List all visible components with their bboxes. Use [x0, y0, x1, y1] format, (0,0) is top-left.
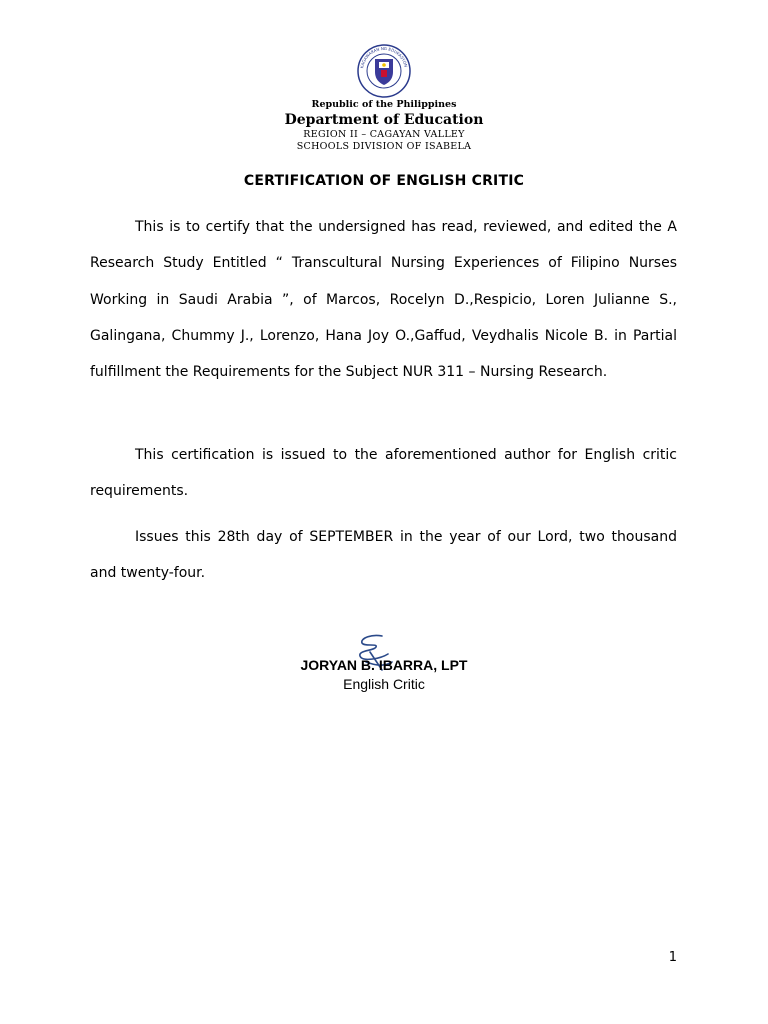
body-paragraph-3 [90, 519, 677, 602]
department-heading: Department of Education [284, 112, 484, 128]
paragraph-text: This is to certify that the undersigned has read, reviewed, and edited the A Research Study Entitled “ Transcultural Nursing Experiences of Filipino Nurses Working in Saudi Arabia ”, of Marcos, Rocelyn D.,Respicio, Loren Julianne S., Galingana, Chummy J., Lorenzo, Hana Joy O.,Gaffud, Veydhalis Nicole B. in Partial fulfillment the Requirements for the Subject NUR 311 – Nursing Research. [90, 219, 677, 381]
body-paragraph-2 [90, 437, 677, 520]
deped-seal-icon [357, 44, 411, 98]
region-line: REGION II – CAGAYAN VALLEY [303, 129, 465, 140]
body-paragraph-1 [90, 209, 677, 400]
division-line: SCHOOLS DIVISION OF ISABELA [296, 141, 472, 152]
page-number: 1 [668, 950, 677, 965]
signatory-name: JORYAN B. IBARRA, LPT [300, 657, 468, 673]
letterhead [0, 44, 768, 153]
seal-ring-text: KAGAWARAN NG EDUKASYON [359, 45, 409, 69]
document-title: CERTIFICATION OF ENGLISH CRITIC [243, 173, 525, 189]
paragraph-text: This certification is issued to the aforementioned author for English critic requirements. [90, 447, 677, 500]
republic-heading: Republic of the Philippines [311, 99, 457, 110]
signatory-role: English Critic [343, 676, 425, 692]
paragraph-text: Issues this 28th day of SEPTEMBER in the year of our Lord, two thousand and twenty-four. [90, 529, 677, 582]
